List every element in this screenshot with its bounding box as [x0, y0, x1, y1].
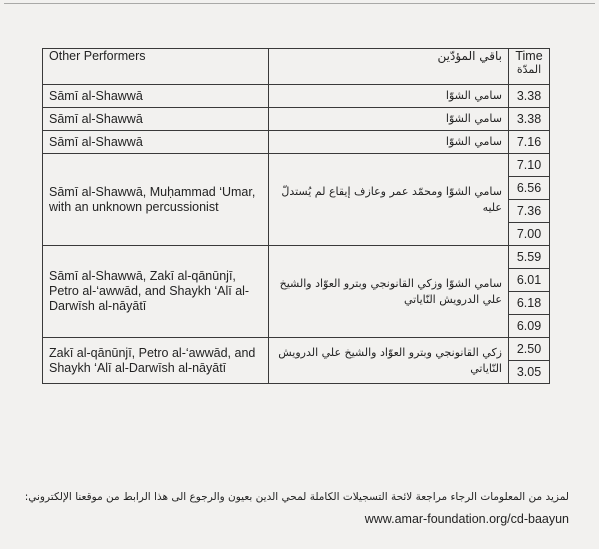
header-time — [509, 49, 550, 85]
performer-name-en: Sāmī al-Shawwā, Zakī al-qānūnjī, Petro al-‘awwād, and Shaykh ‘Alī al-Darwīsh al-nāyātī — [43, 246, 269, 338]
footer-note-ar: لمزيد من المعلومات الرجاء مراجعة لائحة التسجيلات الكاملة لمحي الدين بعيون والرجوع الى هذا الرابط من موقعنا الإلكتروني: — [24, 491, 569, 503]
header-other-performers-ar: باقي المؤدّين — [269, 49, 509, 85]
track-time: 7.10 — [509, 154, 550, 177]
track-time: 3.38 — [509, 85, 550, 108]
performer-name-en: Sāmī al-Shawwā — [43, 108, 269, 131]
performer-name-en: Sāmī al-Shawwā — [43, 85, 269, 108]
table-row — [43, 85, 550, 108]
table-row — [43, 338, 550, 361]
performer-name-en: Sāmī al-Shawwā, Muḥammad ‘Umar, with an unknown percussionist — [43, 154, 269, 246]
track-time: 6.18 — [509, 292, 550, 315]
track-time: 6.09 — [509, 315, 550, 338]
table-body — [43, 85, 550, 384]
performer-name-en: Zakī al-qānūnjī, Petro al-‘awwād, and Shaykh ‘Alī al-Darwīsh al-nāyātī — [43, 338, 269, 384]
performer-name-ar: سامي الشوّا ومحمّد عمر وعازف إيقاع لم يُستدلّ عليه — [269, 154, 509, 246]
table-row — [43, 131, 550, 154]
performer-name-ar: سامي الشوّا — [269, 131, 509, 154]
header-other-performers: Other Performers — [43, 49, 269, 85]
performer-name-ar: زكي القانونجي وبترو العوّاد والشيخ علي الدرويش النّاياتي — [269, 338, 509, 384]
track-time: 7.16 — [509, 131, 550, 154]
performer-name-ar: سامي الشوّا — [269, 108, 509, 131]
table-row — [43, 246, 550, 269]
performer-name-ar: سامي الشوّا وزكي القانونجي وبترو العوّاد والشيخ علي الدرويش النّاياتي — [269, 246, 509, 338]
track-time: 2.50 — [509, 338, 550, 361]
table-header-row — [43, 49, 550, 85]
footer-url: www.amar-foundation.org/cd-baayun — [364, 512, 569, 526]
track-time: 7.00 — [509, 223, 550, 246]
header-time-ar: المدّة — [516, 63, 542, 76]
track-time: 6.01 — [509, 269, 550, 292]
track-time: 5.59 — [509, 246, 550, 269]
performer-name-en: Sāmī al-Shawwā — [43, 131, 269, 154]
track-time: 7.36 — [509, 200, 550, 223]
table-row — [43, 108, 550, 131]
top-rule — [4, 3, 595, 4]
track-time: 6.56 — [509, 177, 550, 200]
performers-table — [42, 48, 550, 384]
track-time: 3.05 — [509, 361, 550, 384]
header-time-en: Time — [515, 49, 543, 63]
performer-name-ar: سامي الشوّا — [269, 85, 509, 108]
table-row — [43, 154, 550, 177]
track-time: 3.38 — [509, 108, 550, 131]
